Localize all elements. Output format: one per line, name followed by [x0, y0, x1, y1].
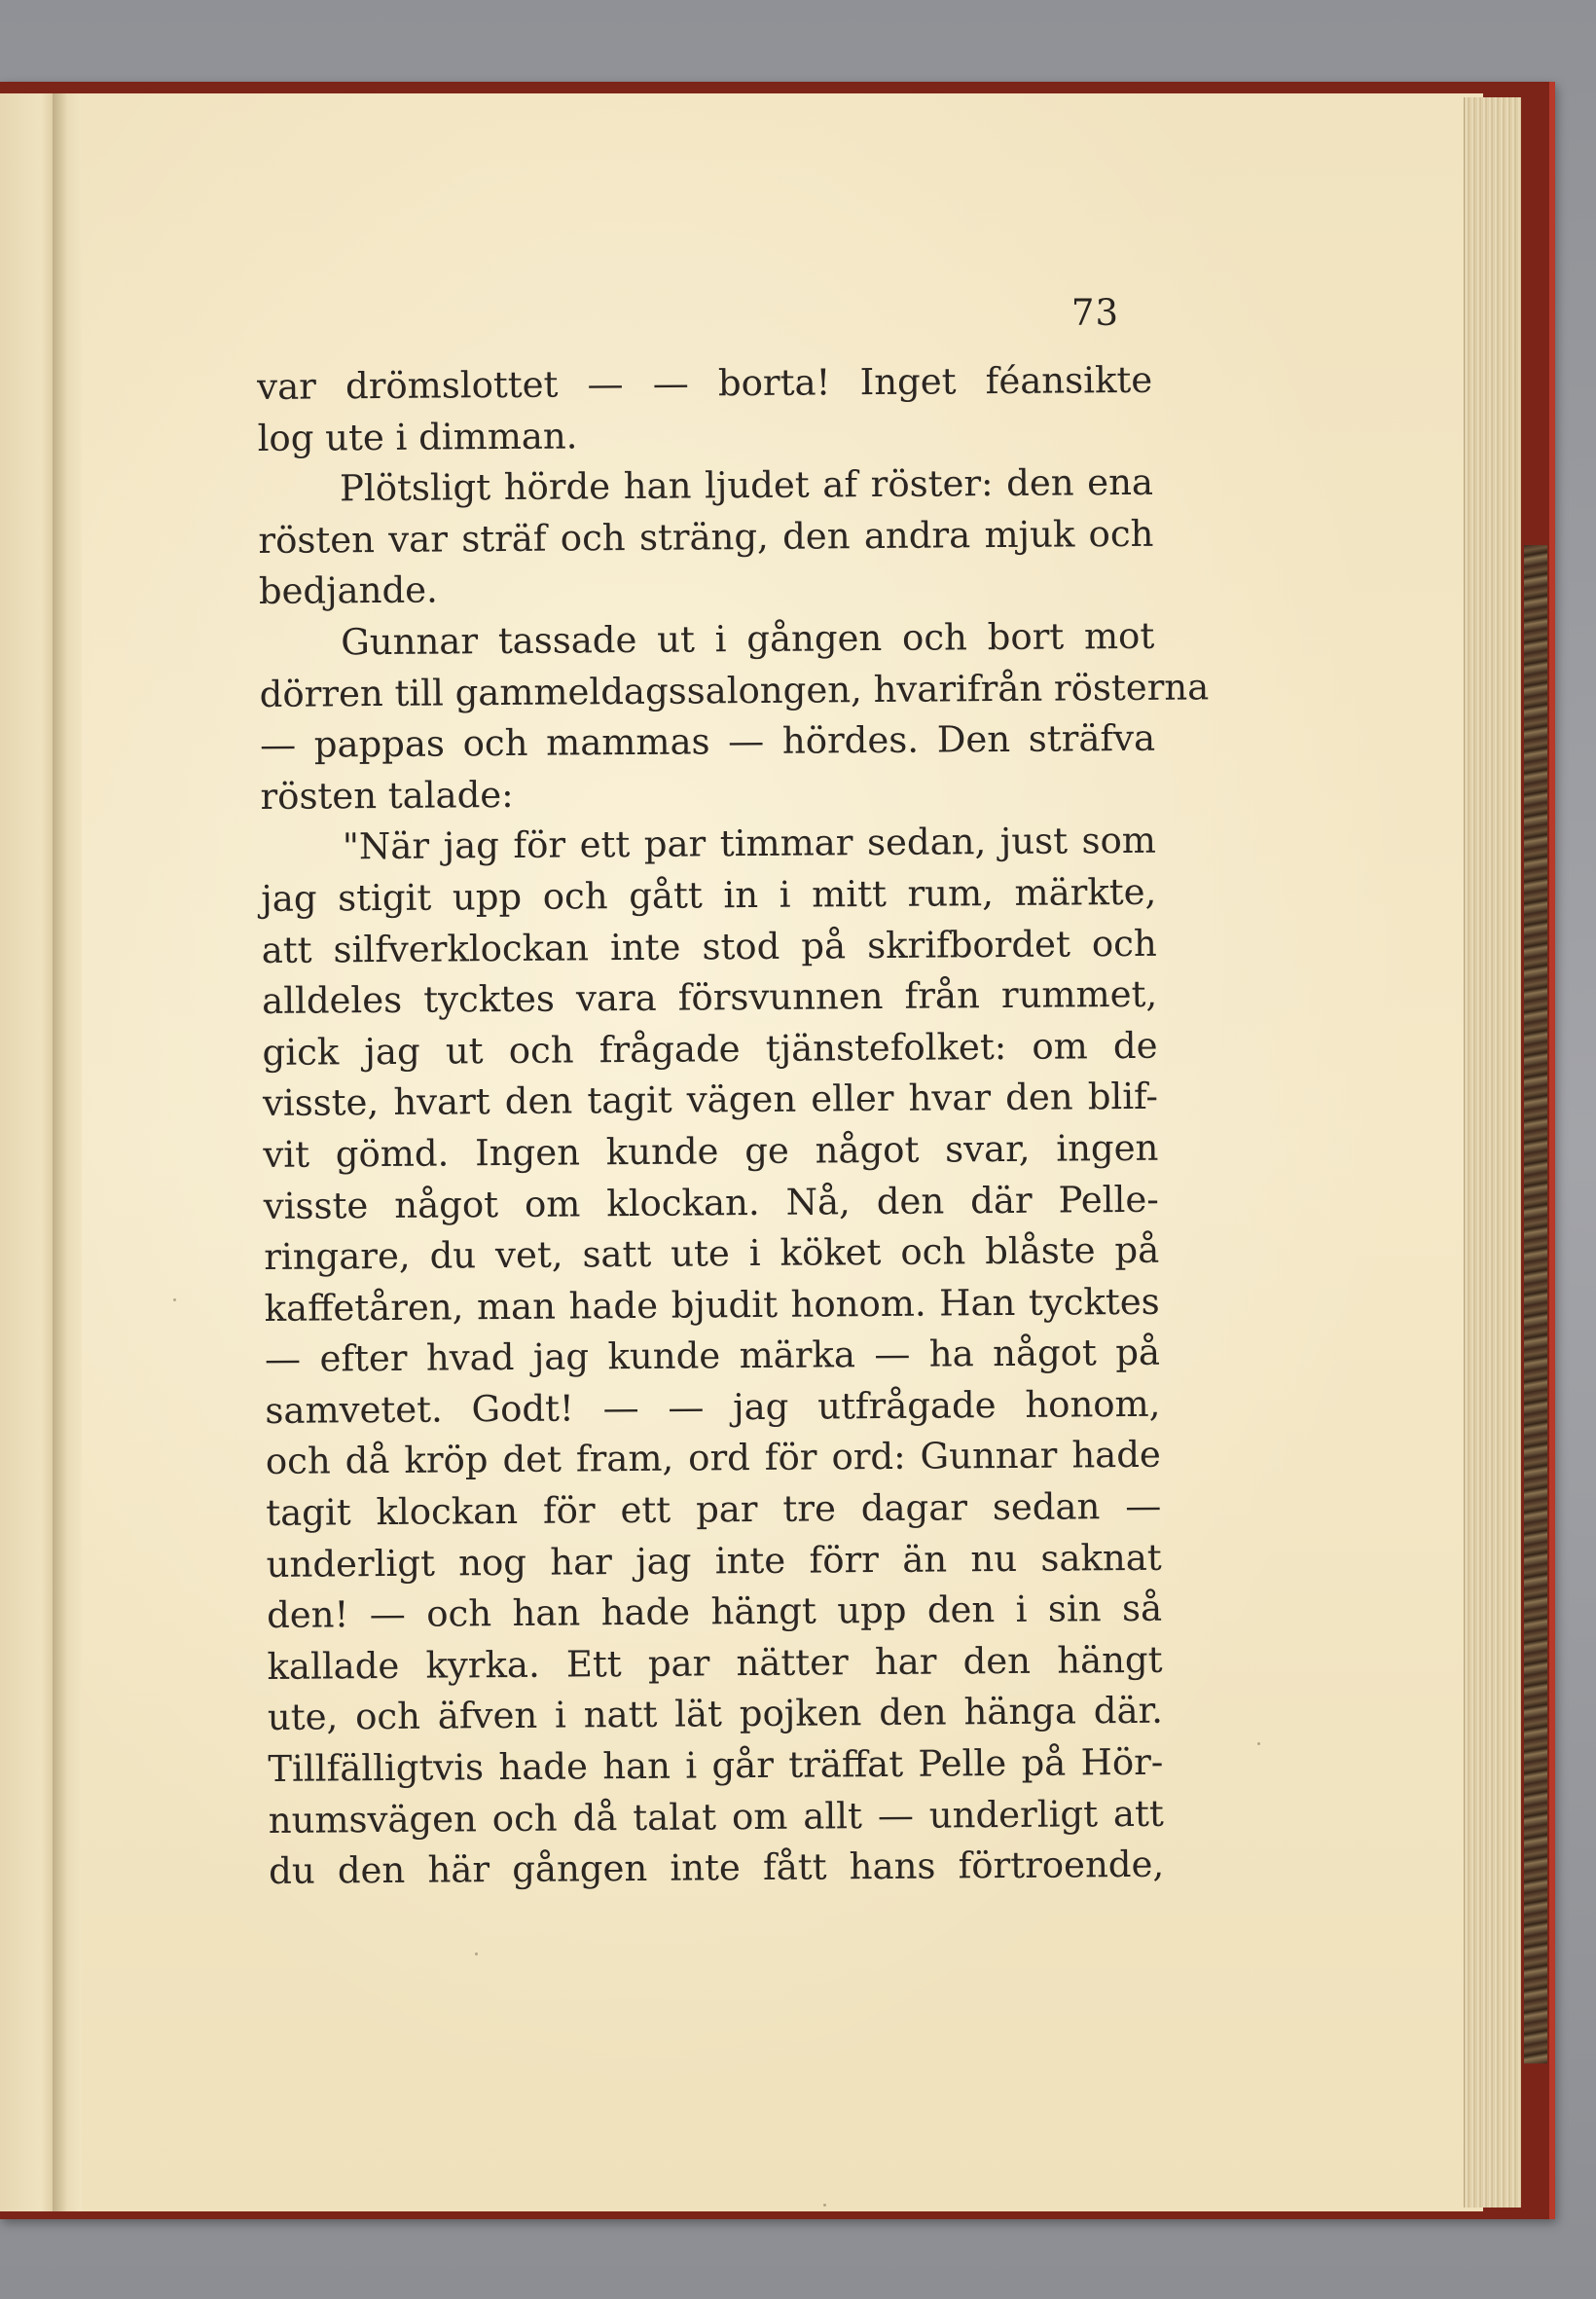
text-line: — pappas och mammas — hördes. Den sträfva	[259, 716, 1156, 767]
text-line: Gunnar tassade ut i gången och bort mot	[341, 614, 1155, 664]
text-line: vit gömd. Ingen kunde ge något svar, ingen	[263, 1126, 1159, 1176]
text-line: kaffetåren, man hade bjudit honom. Han tycktes	[264, 1280, 1160, 1330]
text-line: gick jag ut och frågade tjänstefolket: om de	[262, 1024, 1158, 1074]
text-line: kallade kyrka. Ett par nätter har den hängt	[267, 1638, 1163, 1688]
text-line: tagit klockan för ett par tre dagar sedan —	[266, 1484, 1162, 1535]
text-line: log ute i dimman.	[257, 415, 578, 459]
text-line: och då kröp det fram, ord för ord: Gunnar hade	[265, 1434, 1162, 1483]
text-line: ute, och äfven i natt lät pojken den hänga där.	[267, 1690, 1164, 1739]
page-stack-edges	[1464, 97, 1521, 2208]
text-line: Tillfälligtvis hade han i går träffat Pelle på Hör-	[268, 1740, 1164, 1790]
text-line: Plötsligt hörde han ljudet af röster: den ena	[339, 460, 1154, 510]
text-line: samvetet. Godt! — — jag utfrågade honom,	[265, 1382, 1161, 1432]
paper-speck	[173, 1298, 176, 1301]
text-line: bedjande.	[258, 568, 439, 613]
text-line: visste, hvart den tagit vägen eller hvar den blif-	[262, 1076, 1159, 1125]
paper-speck	[475, 1952, 478, 1955]
facing-page-edge	[0, 93, 58, 2211]
page-body-text	[257, 355, 1210, 1898]
marbled-edge	[1524, 545, 1547, 2063]
text-line: rösten var sträf och sträng, den andra mjuk och	[258, 512, 1154, 562]
text-line: rösten talade:	[260, 773, 514, 818]
text-line: den! — och han hade hängt upp den i sin så	[266, 1587, 1163, 1637]
text-line: numsvägen och då talat om allt — underligt att	[268, 1792, 1164, 1842]
text-line: var drömslottet — — borta! Inget féansikte	[257, 358, 1153, 408]
text-line: ringare, du vet, satt ute i köket och blåste på	[264, 1228, 1160, 1279]
text-line: att silfverklockan inte stod på skrifbordet och	[261, 922, 1157, 971]
text-line: dörren till gammeldagssalongen, hvarifrån rösterna	[259, 665, 1210, 715]
book-gutter	[53, 93, 86, 2211]
text-line: jag stigit upp och gått in i mitt rum, märkte,	[261, 870, 1157, 920]
paper-speck	[1257, 1742, 1260, 1745]
text-line: du den här gången inte fått hans förtroende,	[269, 1843, 1165, 1893]
paper-speck	[823, 2204, 826, 2207]
text-line: "När jag för ett par timmar sedan, just som	[342, 820, 1157, 868]
page-number: 73	[1070, 292, 1119, 334]
text-line: visste något om klockan. Nå, den där Pelle-	[263, 1178, 1159, 1227]
text-line: underligt nog har jag inte förr än nu saknat	[266, 1536, 1162, 1586]
text-line: alldeles tycktes vara försvunnen från rummet,	[261, 972, 1158, 1023]
text-line: — efter hvad jag kunde märka — ha något på	[264, 1332, 1161, 1381]
